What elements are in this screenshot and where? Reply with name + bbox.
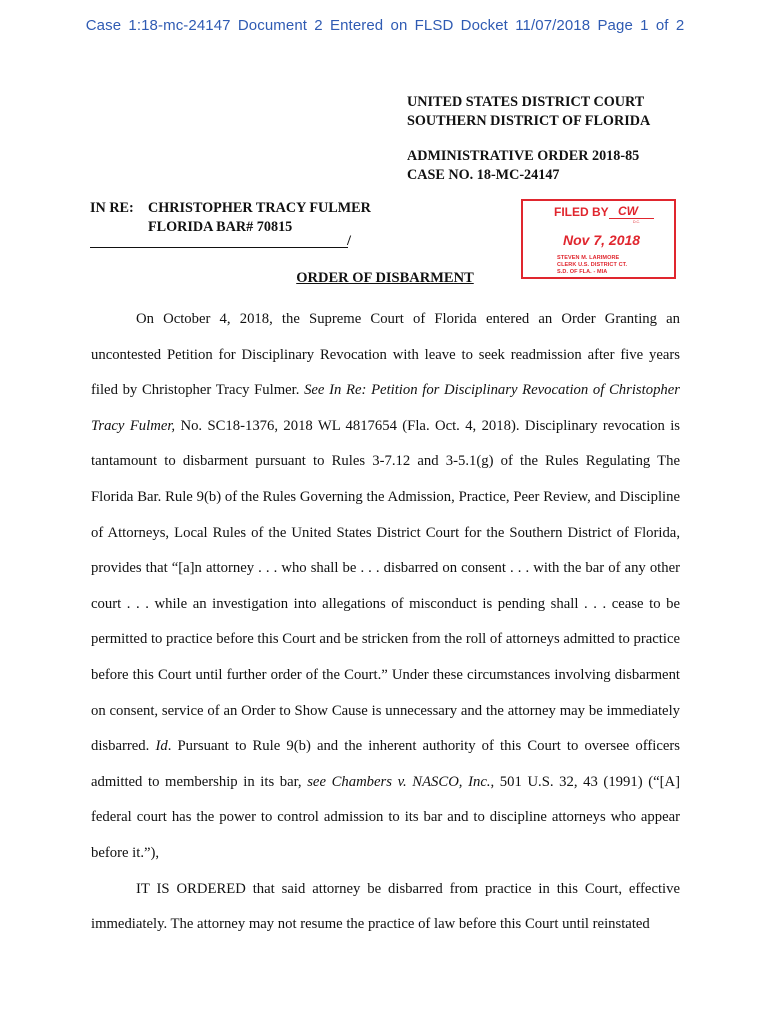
- order-body: [91, 302, 680, 943]
- court-name-line1: UNITED STATES DISTRICT COURT: [407, 94, 645, 110]
- court-name-line2: SOUTHERN DISTRICT OF FLORIDA: [407, 112, 651, 129]
- stamp-date: Nov 7, 2018: [563, 232, 641, 248]
- in-re-block: [90, 199, 371, 236]
- court-caption: [407, 93, 650, 184]
- caption-rule: [90, 247, 348, 248]
- p1-text-d: , 501 U.S. 32, 43 (1991) (“[A] federal court has the power to control admission to its bar and to discipline attorneys who appear before it.”),: [91, 773, 680, 861]
- paragraph-1: [91, 302, 680, 872]
- administrative-order-number: ADMINISTRATIVE ORDER 2018-85: [407, 148, 640, 164]
- p1-chambers-italic: see Chambers v. NASCO, Inc.: [307, 773, 491, 790]
- stamp-clerk-name: STEVEN M. LARIMORE: [557, 255, 620, 261]
- stamp-clerk-title: CLERK U.S. DISTRICT CT.: [557, 262, 628, 268]
- p1-text-c: . Pursuant to Rule 9(b) and the inherent authority of this Court to oversee officers admitted to membership in its bar,: [91, 738, 680, 790]
- filed-stamp: [521, 199, 676, 279]
- stamp-underline: [609, 218, 654, 219]
- docket-header: Case 1:18-mc-24147 Document 2 Entered on FLSD Docket 11/07/2018 Page 1 of 2: [85, 17, 685, 34]
- paragraph-2: IT IS ORDERED that said attorney be disbarred from practice in this Court, effective immediately. The attorney may not resume the practice of law before this Court until reinstated: [91, 880, 680, 933]
- p1-id-italic: Id: [155, 738, 168, 755]
- order-title: ORDER OF DISBARMENT: [296, 270, 474, 286]
- case-number: CASE NO. 18-MC-24147: [407, 166, 560, 183]
- stamp-clerk-initials: CW: [618, 204, 638, 218]
- stamp-district: S.D. OF FLA. - MIA: [557, 269, 608, 275]
- p1-text-a: On October 4, 2018, the Supreme Court of Florida entered an Order Granting an uncontested Petition for Disciplinary Revocation with leave to seek readmission after five years filed by Christopher Tracy Fulmer.: [91, 311, 680, 399]
- p1-text-b: No. SC18-1376, 2018 WL 4817654 (Fla. Oct. 4, 2018). Disciplinary revocation is tantamount to disbarment pursuant to Rules 3-7.12 and 3-5.1(g) of the Rules Regulating The Florida Bar. Rule 9(b) of the Rules Governing the Admission, Practice, Peer Review, and Discipline of Attorneys, Local Rules of the United States District Court for the Southern District of Florida, provides that “[a]n attorney . . . who shall be . . . disbarred on consent . . . with the bar of any other court . . . while an investigation into allegations of misconduct is pending shall . . . cease to be permitted to practice before this Court and be stricken from the roll of attorneys admitted to practice before this Court until further order of the Court.” Under these circumstances involving disbarment on consent, service of an Order to Show Cause is unnecessary and the attorney may be immediately disbarred.: [91, 417, 680, 755]
- stamp-filed-by: FILED BY: [554, 205, 609, 219]
- respondent-name: CHRISTOPHER TRACY FULMER: [148, 200, 371, 216]
- caption-slash: /: [347, 233, 352, 249]
- in-re-label: IN RE:: [90, 200, 134, 216]
- bar-number: FLORIDA BAR# 70815: [148, 218, 293, 235]
- stamp-tiny-text: D.C.: [633, 220, 640, 224]
- p1-citation-italic: See In Re: Petition for Disciplinary Revocation of Christopher Tracy Fulmer,: [91, 382, 680, 434]
